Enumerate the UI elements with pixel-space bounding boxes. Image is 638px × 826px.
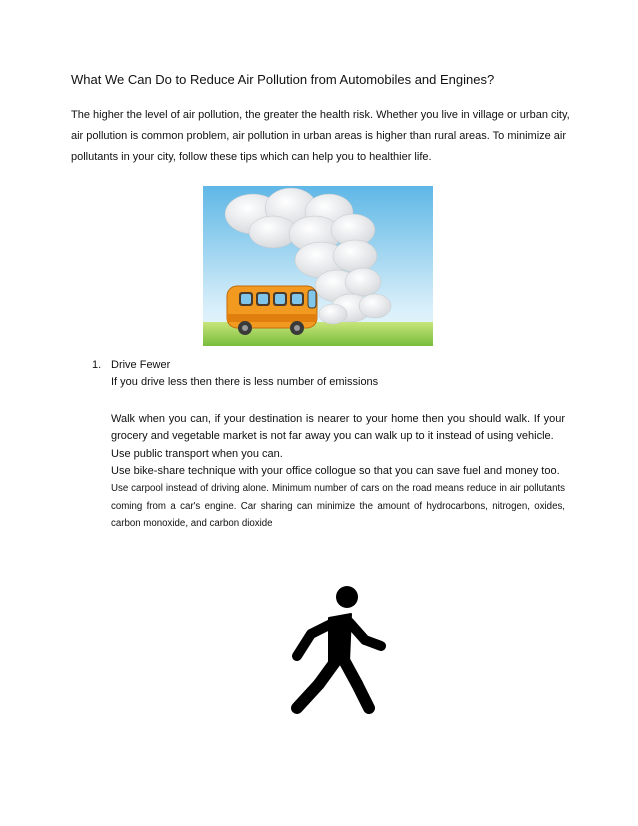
bus-emitting-smoke-illustration	[203, 186, 433, 346]
bike-share-paragraph: Use bike-share technique with your office collogue so that you can save fuel and money too.	[111, 464, 560, 477]
list-item-body	[111, 411, 565, 533]
walking-person-icon	[283, 584, 388, 714]
document-title: What We Can Do to Reduce Air Pollution from Automobiles and Engines?	[71, 72, 495, 87]
list-item-subheading: If you drive less then there is less number of emissions	[111, 376, 379, 388]
list-item-heading: Drive Fewer	[111, 359, 171, 371]
bus-icon	[227, 286, 317, 335]
intro-paragraph: The higher the level of air pollution, the greater the health risk. Whether you live in village or urban city, air pollution is common problem, air pollution in urban areas is higher than rural areas. To minimize air pollutants in your city, follow these tips which can help you to healthier life.	[71, 109, 570, 163]
list-item-number: 1.	[92, 359, 102, 371]
walk-paragraph: Walk when you can, if your destination is nearer to your home then you should walk. If your grocery and vegetable market is not far away you can walk up to it instead of using vehicle.	[111, 413, 565, 443]
carpool-paragraph: Use carpool instead of driving alone. Minimum number of cars on the road means reduce in air pollutants coming from a car's engine. Car sharing can minimize the amount of hydrocarbons, nitrogen, oxides, carbon monoxide, and carbon dioxide	[111, 483, 565, 530]
public-transport-paragraph: Use public transport when you can.	[111, 447, 283, 460]
